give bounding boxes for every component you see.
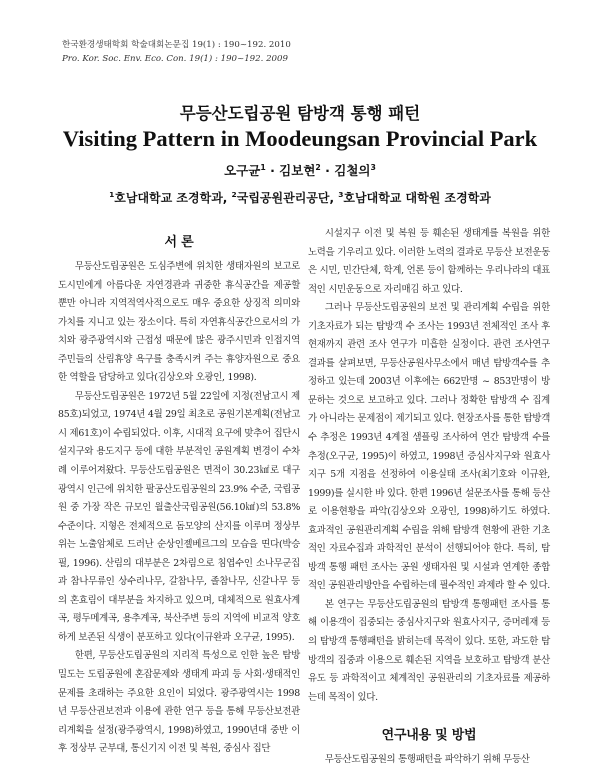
right-column: [308, 225, 550, 770]
intro-paragraph-1: 무등산도립공원은 도심주변에 위치한 생태자원의 보고로 도시민에게 아름다운 자연경관과 귀중한 휴식공간을 제공할 뿐만 아니라 지역적역사적으로도 매우 중요한 상징적 의미와 가치를 지니고 있는 장소이다. 특히 자연휴식공간으로서의 가치와 광주광역시와 근접성 때문에 많은 광주시민과 인접지역 주민들의 산림휴양 욕구를 충족시켜 주는 휴양자원으로 중요한 역할을 담당하고 있다(김상오와 오광인, 1998).: [58, 261, 300, 384]
author-affiliation-mark: 2: [315, 162, 321, 172]
intro-paragraph-3: 한편, 무등산도립공원의 지리적 특성으로 인한 높은 탐방밀도는 도립공원에 혼잡문제와 생태계 파괴 등 사회·생태적인 문제를 초래하는 주요한 요인이 되었다. 광주광역시는 1998년 무등산권보전과 이용에 관한 연구 등을 통해 무등산보전관리계획을 설정(광주광역시, 1998)하였고, 1990년대 중반 이후 정상부 군부대, 통신기지 이전 및 복원, 중심사 집단: [58, 650, 300, 755]
left-column: [58, 232, 300, 759]
author-separator: ·: [265, 163, 280, 178]
author-name: 오구균: [224, 163, 261, 178]
author-list: [0, 161, 600, 179]
section-heading-introduction: 서 론: [164, 235, 194, 250]
intro-paragraph-6: 본 연구는 무등산도립공원의 탐방객 통행패턴 조사를 통해 이용객이 집중되는 중심사지구와 원효사지구, 증머레재 등의 탐방객 통행패턴을 밝히는데 목적이 있다. 또한, 과도한 탐방객의 집중과 이용으로 훼손된 지역을 보호하고 탐방객 분산 유도 등 과학적이고 체계적인 공원관리의 기초자료를 제공하는데 목적이 있다.: [308, 598, 550, 703]
journal-header: [62, 38, 291, 66]
journal-citation-korean: 한국환경생태학회 학술대회논문집 19(1) : 190~192. 2010: [62, 40, 291, 50]
affiliation-mark: 2: [231, 190, 237, 199]
intro-paragraph-4: 시설지구 이전 및 복원 등 훼손된 생태계를 복원을 위한 노력을 기우리고 있다. 이러한 노력의 결과로 무등산 보전운동은 시민, 민간단체, 학계, 언론 등이 함께하는 우리나라의 대표적인 시민운동으로 자리매김 하고 있다.: [308, 228, 550, 295]
affiliation-mark: 3: [338, 190, 344, 199]
intro-paragraph-2: 무등산도립공원은 1972년 5월 22일에 지정(전남고시 제85호)되었고, 1974년 4월 29일 최초로 공원기본계획(전남고시 제61호)이 수립되었다. 이후, 시대적 요구에 맞추어 집단시설지구와 용도지구 등에 대한 부분적인 공원계획 변경이 수차례 이루어져왔다. 무등산도립공원은 면적이 30.23㎢로 대구광역시 인근에 위치한 팔공산도립공원의 23.9% 수준, 국립공원 중 가장 작은 규모인 월출산국립공원(56.10㎢)의 53.8% 수준이다. 지형은 전체적으로 돔모양의 산지를 이루며 정상부위는 노출암체로 드러난 순상인젤베르그의 모습을 띤다(박승필, 1996). 산림의 대부분은 2차림으로 침엽수인 소나무군집과 참나무류인 상수리나무, 갈참나무, 졸참나무, 신갈나무 등의 혼효림이 대부분을 차지하고 있으며, 대체적으로 원효사계곡, 평두메계곡, 용추계곡, 북산주변 등의 지역에 비교적 양호하게 보존된 식생이 분포하고 있다(이규완과 오구균, 1995).: [58, 390, 300, 643]
author-affiliation-mark: 3: [370, 162, 376, 172]
methods-paragraph-1: 무등산도립공원의 통행패턴을 파악하기 위해 무등산: [324, 754, 530, 766]
paper-title-korean: 무등산도립공원 탐방객 통행 패턴: [179, 104, 421, 123]
affiliation-list: [0, 189, 600, 206]
affiliation-name: 호남대학교 조경학과: [114, 191, 223, 205]
journal-citation-english: Pro. Kor. Soc. Env. Eco. Con. 19(1) : 190~192. 2009: [62, 54, 288, 64]
intro-paragraph-5: 그러나 무등산도립공원의 보전 및 관리계획 수립을 위한 기초자료가 되는 탐방객 수 조사는 1993년 전체적인 조사 후 현재까지 관련 조사 연구가 미흡한 실정이다. 관련 조사연구 결과를 살펴보면, 무등산공원사무소에서 매년 탐방객수를 추정하고 있는데 2003년 이후에는 662만명 ~ 853만명이 방문하는 것으로 보고하고 있다. 그러나 정확한 탐방객 수 집계가 아니라는 문제점이 제기되고 있다. 현장조사를 통한 탐방객 수 추정은 1993년 4계절 샘플링 조사하여 연간 탐방객 수를 추정(오구균, 1995)이 하였고, 1998년 증심사지구와 원효사지구 5개 지점을 선정하여 이용실태 조사(최기호와 이규완, 1999)를 실시한 바 있다. 한편 1996년 설문조사를 통해 등산로 이용현황을 파악(김상오와 오광인, 1998)하기도 하였다. 효과적인 공원관리계획 수립을 위해 탐방객 현황에 관한 기초적인 자료수집과 과학적인 분석이 선행되어야 한다. 특히, 탐방객 통행 패턴 조사는 공원 생태자원 및 시설과 연계한 종합적인 공원관리방안을 수립하는데 필수적인 과제라 할 수 있다.: [308, 302, 550, 592]
affiliation-name: 국립공원관리공단: [236, 191, 330, 205]
affiliation-separator: ,: [222, 191, 232, 205]
author-separator: ·: [320, 163, 335, 178]
author-name: 김보현: [279, 163, 316, 178]
author-name: 김철의: [334, 163, 371, 178]
paper-title-english: Visiting Pattern in Moodeungsan Provincial Park: [62, 126, 538, 151]
affiliation-separator: ,: [329, 191, 339, 205]
author-affiliation-mark: 1: [260, 162, 266, 172]
affiliation-name: 호남대학교 대학원 조경학과: [343, 191, 491, 205]
affiliation-mark: 1: [109, 190, 115, 199]
section-heading-methods: 연구내용 및 방법: [381, 728, 477, 744]
